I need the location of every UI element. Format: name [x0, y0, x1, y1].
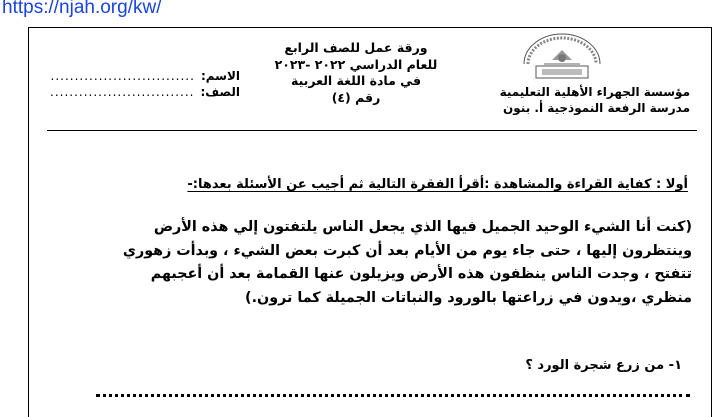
answer-line[interactable] — [96, 386, 690, 397]
name-field[interactable] — [40, 68, 240, 84]
school-info — [480, 84, 690, 116]
class-field[interactable] — [40, 84, 240, 100]
worksheet-subject: في مادة اللغة العربية — [290, 73, 422, 88]
header-divider — [47, 130, 697, 131]
class-blank[interactable]: .............................. — [50, 85, 195, 99]
name-blank[interactable]: .............................. — [50, 69, 195, 83]
passage-line: وينتظرون إليها ، حتى جاء يوم من الأيام بعد أن كبرت بعض الشيء ، وبدأت زهوري — [122, 242, 692, 259]
passage-line: تتفتح ، وجدت الناس ينظفون هذه الأرض ويزيلون عنها القمامة بعد أن أعجبهم — [150, 266, 692, 282]
name-label: الاسم: — [200, 69, 240, 83]
worksheet-year: للعام الدراسي ٢٠٢٢ -٢٠٢٣ — [274, 56, 438, 72]
class-label: الصف: — [200, 85, 240, 99]
school-name: مدرسة الرفعة النموذجية أ. بنون — [503, 101, 690, 115]
school-foundation-name: مؤسسة الجهراء الأهلية التعليمية — [499, 85, 690, 99]
passage-line: (كنت أنا الشيء الوحيد الجميل فيها الذي يجعل الناس يلتفتون إلي هذه الأرض — [153, 219, 692, 235]
section-title — [88, 175, 688, 195]
student-fields — [40, 68, 240, 100]
question-1: ١- من زرع شجرة الورد ؟ — [525, 358, 682, 373]
worksheet-grade: ورقة عمل للصف الرابع — [284, 40, 428, 55]
source-url[interactable]: https://njah.org/kw/ — [2, 0, 162, 18]
passage-line: منظري ،ويدون في زراعتها بالورود والنباتات الجميلة كما ترون.) — [245, 289, 692, 306]
worksheet-heading — [266, 40, 446, 106]
reading-passage — [72, 216, 692, 310]
section-title-text: أولا : كفاية القراءة والمشاهدة :أقرأ الفقرة التالية ثم أجيب عن الأسئلة بعدها:- — [187, 177, 688, 192]
worksheet-number: رقم (٤) — [331, 89, 381, 105]
school-logo-icon — [514, 30, 610, 82]
